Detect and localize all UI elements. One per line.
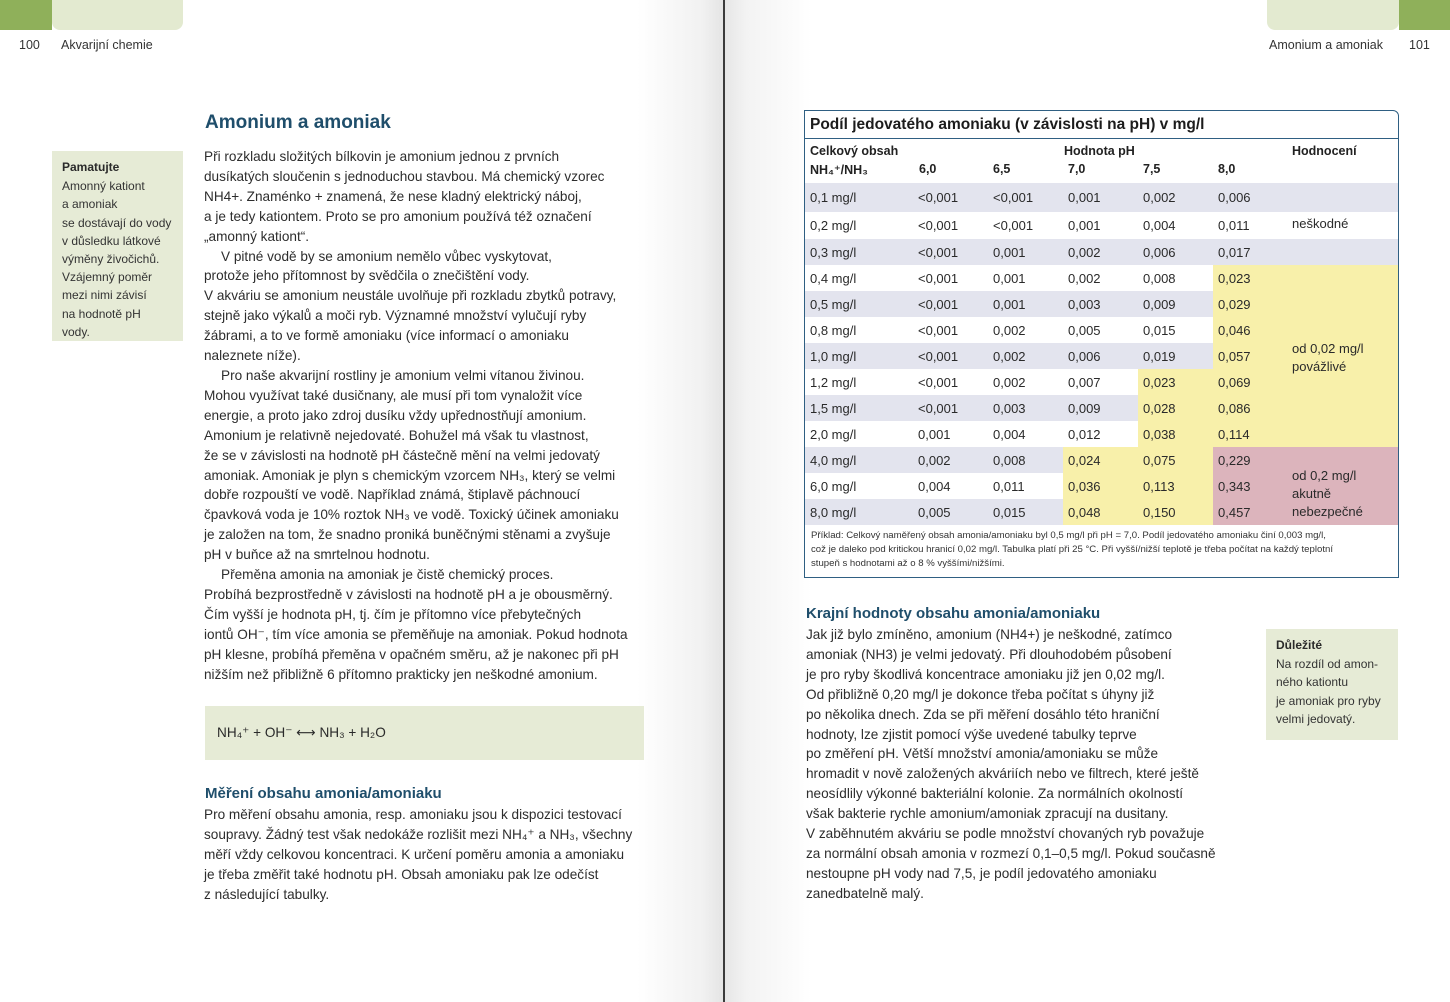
ammonia-value: 0,005 [1063, 317, 1138, 343]
ammonia-value: 0,015 [1138, 317, 1213, 343]
rating-cell [1282, 239, 1398, 265]
text-line: amoniak. Amoniak je plyn s chemickým vzorcem NH₃, který se velmi [204, 467, 616, 483]
text-line: Od přibližně 0,20 mg/l je dokonce třeba počítat s úhyny již [806, 686, 1155, 702]
text-line: hodnoty, lze zjistit pomocí výše uvedené tabulky teprve [806, 726, 1137, 742]
header-total-line1: Celkový obsah [810, 144, 899, 158]
text-line: Při rozkladu složitých bílkovin je amonium jednou z prvních [204, 149, 560, 164]
row-total: 0,4 mg/l [805, 265, 913, 291]
ammonia-value: <0,001 [988, 212, 1063, 239]
row-total: 0,2 mg/l [805, 212, 913, 239]
ammonia-value: 0,002 [1063, 265, 1138, 291]
rating-line: od 0,02 mg/l [1292, 341, 1364, 356]
text-line: NH4+. Znaménko + znamená, že nese kladný elektrický náboj, [204, 188, 582, 204]
ammonia-value: 0,048 [1063, 499, 1138, 525]
text-line: po změření pH. Větší množství amonia/amoniaku se může [806, 746, 1159, 762]
rating-line: akutně [1292, 486, 1332, 501]
ammonia-value: 0,003 [1063, 291, 1138, 317]
text-line: neosídlily výkonné bakteriální kolonie. Za normálních okolností [806, 786, 1184, 802]
ammonia-value: 0,086 [1213, 395, 1282, 421]
ammonia-value: 0,009 [1138, 291, 1213, 317]
header-total-line2: NH₄⁺/NH₃ [810, 163, 868, 177]
text-line: je třeba změřit také hodnotu pH. Obsah amoniaku pak lze odečíst [204, 866, 599, 882]
ammonia-value: 0,003 [988, 395, 1063, 421]
ammonia-value: 0,001 [1063, 183, 1138, 212]
limits-body [806, 625, 1246, 904]
header-ph: Hodnota pH [1064, 144, 1135, 158]
rating-harmless [1287, 215, 1348, 233]
row-total: 8,0 mg/l [805, 499, 913, 525]
text-line: Pro měření obsahu amonia, resp. amoniaku jsou k dispozici testovací [204, 807, 622, 822]
table-note [811, 529, 1391, 571]
text-line: V zaběhnutém akváriu se podle množství chovaných ryb považuje [806, 826, 1205, 842]
remember-box-line: Vzájemný poměr [62, 270, 153, 285]
text-line: dobře rozpouští ve vodě. Například známá, štiplavě páchnoucí [204, 487, 581, 503]
remember-box-line: a amoniak [62, 197, 118, 212]
ammonia-value: 0,015 [988, 499, 1063, 525]
row-total: 0,3 mg/l [805, 239, 913, 265]
ammonia-value: 0,001 [988, 265, 1063, 291]
ammonia-value: 0,006 [1213, 183, 1282, 212]
table-header [805, 139, 1398, 183]
ammonia-value: <0,001 [913, 291, 988, 317]
ammonia-value: 0,005 [913, 499, 988, 525]
text-line: iontů OH⁻, tím více amonia se přeměňuje na amoniak. Pokud hodnota [204, 626, 628, 642]
table-row [805, 265, 1398, 291]
table-row [805, 183, 1398, 212]
header-ph-value: 6,0 [919, 162, 937, 176]
important-box-title: Důležité [1276, 638, 1323, 652]
ammonia-value: 0,057 [1213, 343, 1282, 369]
corner-tab-light [1267, 0, 1399, 30]
remember-box-line: výměny živočichů. [62, 252, 160, 267]
running-head-right: Amonium a amoniak [1269, 38, 1383, 52]
equation-box [205, 706, 644, 760]
ammonia-value: <0,001 [913, 239, 988, 265]
ammonia-value: 0,007 [1063, 369, 1138, 395]
text-line: nestoupne pH vody nad 7,5, je podíl jedovatého amoniaku [806, 865, 1157, 881]
section-heading-measurement: Měření obsahu amonia/amoniaku [205, 785, 442, 802]
text-line: amoniak (NH3) je velmi jedovatý. Při dlouhodobém působení [806, 646, 1172, 662]
table-row [805, 421, 1398, 447]
ammonia-value: 0,004 [1138, 212, 1213, 239]
ammonia-value: 0,011 [1213, 212, 1282, 239]
text-line: stejně jako výkalů a moči ryb. Významné množství vylučují ryby [204, 308, 587, 324]
text-line: dusíkatých sloučenin s jednoduchou stavbou. Má chemický vzorec [204, 168, 605, 184]
ammonia-table [804, 110, 1399, 578]
ammonia-value: 0,001 [1063, 212, 1138, 239]
rating-cell [1282, 265, 1398, 291]
remember-box-title: Pamatujte [62, 160, 120, 174]
ammonia-value: 0,036 [1063, 473, 1138, 499]
text-line: Přeměna amonia na amoniak je čistě chemický proces. [221, 567, 554, 583]
ammonia-value: <0,001 [913, 395, 988, 421]
remember-box-line: se dostávají do vody [62, 215, 172, 230]
row-total: 4,0 mg/l [805, 447, 913, 473]
ammonia-value: <0,001 [913, 212, 988, 239]
ammonia-value: <0,001 [913, 317, 988, 343]
ammonia-value: 0,006 [1063, 343, 1138, 369]
corner-tab-light [52, 0, 183, 30]
ammonia-value: 0,004 [913, 473, 988, 499]
ammonia-value: 0,038 [1138, 421, 1213, 447]
remember-box [52, 151, 183, 341]
rating-line: neškodné [1292, 216, 1349, 231]
ammonia-value: 0,002 [913, 447, 988, 473]
page-number-right: 101 [1409, 38, 1430, 52]
article-body-left [204, 147, 654, 684]
text-line: Probíhá bezprostředně v závislosti na hodnotě pH a je obousměrný. [204, 586, 613, 602]
row-total: 1,5 mg/l [805, 395, 913, 421]
text-line: V pitné vodě by se amonium nemělo vůbec vyskytovat, [221, 248, 552, 264]
ammonia-value: 0,019 [1138, 343, 1213, 369]
text-line: hromadit v nově založených akváriích nebo ve filtrech, které ještě [806, 766, 1199, 782]
ammonia-value: 0,023 [1213, 265, 1282, 291]
ammonia-value: 0,011 [988, 473, 1063, 499]
ammonia-value: <0,001 [913, 369, 988, 395]
equation: NH₄⁺ + OH⁻ ⟷ NH₃ + H₂O [217, 725, 386, 740]
ammonia-value: 0,046 [1213, 317, 1282, 343]
ammonia-value: 0,113 [1138, 473, 1213, 499]
ammonia-value: 0,008 [1138, 265, 1213, 291]
text-line: energie, a proto jako zdroj dusíku vždy upřednostňují amonium. [204, 407, 587, 423]
ammonia-value: 0,004 [988, 421, 1063, 447]
header-ph-value: 8,0 [1218, 162, 1236, 176]
ammonia-value: 0,002 [1063, 239, 1138, 265]
ammonia-value: <0,001 [913, 183, 988, 212]
text-line: Mohou využívat také dusičnany, ale musí při tom vynaložit více [204, 387, 583, 403]
remember-box-line: Amonný kationt [62, 179, 145, 194]
ammonia-value: 0,012 [1063, 421, 1138, 447]
text-line: soupravy. Žádný test však nedokáže rozlišit mezi NH₄⁺ a NH₃, všechny [204, 826, 633, 842]
ammonia-value: 0,002 [988, 317, 1063, 343]
ammonia-value: 0,343 [1213, 473, 1282, 499]
rating-cell [1282, 421, 1398, 447]
header-ph-value: 6,5 [993, 162, 1011, 176]
row-total: 0,1 mg/l [805, 183, 913, 212]
note-line: což je daleko pod kritickou hranicí 0,02 mg/l. Tabulka platí při 25 °C. Při vyšší/nižší teplotě je třeba počítat na každý teplotní [811, 544, 1333, 555]
important-box [1266, 629, 1398, 740]
text-line: Pro naše akvarijní rostliny je amonium velmi vítanou živinou. [221, 367, 585, 383]
text-line: pH v buňce až na smrtelnou hodnotu. [204, 547, 430, 563]
remember-box-line: v důsledku látkové [62, 233, 161, 248]
text-line: nižším než přibližně 6 přítomno prakticky jen neškodné amonium. [204, 666, 598, 682]
page-number-left: 100 [19, 38, 40, 52]
text-line: žábrami, a to ve formě amoniaku (více informací o amoniaku [204, 328, 569, 344]
ammonia-value: 0,075 [1138, 447, 1213, 473]
text-line: protože jeho přítomnost by svědčila o znečištění vody. [204, 268, 530, 284]
ammonia-value: 0,002 [988, 343, 1063, 369]
corner-tab-dark [0, 0, 52, 30]
ammonia-value: 0,002 [1138, 183, 1213, 212]
rating-cell [1282, 395, 1398, 421]
row-total: 6,0 mg/l [805, 473, 913, 499]
rating-line: od 0,2 mg/l [1292, 468, 1357, 483]
left-page [0, 0, 724, 1002]
ammonia-value: 0,229 [1213, 447, 1282, 473]
corner-tab-dark [1399, 0, 1450, 30]
ammonia-value: <0,001 [988, 183, 1063, 212]
remember-box-line: vody. [62, 324, 90, 339]
running-head-left: Akvarijní chemie [61, 38, 153, 52]
text-line: je založen na tom, že snadno proniká buněčnými stěnami a zvyšuje [204, 527, 611, 543]
rating-cell [1282, 183, 1398, 212]
header-rating: Hodnocení [1292, 144, 1357, 158]
rating-cell [1282, 291, 1398, 317]
row-total: 1,2 mg/l [805, 369, 913, 395]
ammonia-value: 0,002 [988, 369, 1063, 395]
rating-concerning [1287, 340, 1364, 376]
header-ph-value: 7,0 [1068, 162, 1086, 176]
text-line: Jak již bylo zmíněno, amonium (NH4+) je neškodné, zatímco [806, 627, 1173, 642]
text-line: V akváriu se amonium neustále uvolňuje při rozkladu zbytků potravy, [204, 288, 617, 304]
section-heading-limits: Krajní hodnoty obsahu amonia/amoniaku [806, 605, 1101, 622]
ammonia-value: 0,028 [1138, 395, 1213, 421]
text-line: a je tedy kationtem. Proto se pro amonium používá též označení [204, 208, 592, 224]
text-line: zanedbatelně malý. [806, 885, 924, 901]
note-line: stupeň s hodnotami až o 8 % vyššími/nižšími. [811, 558, 1005, 569]
ammonia-value: 0,024 [1063, 447, 1138, 473]
ammonia-value: 0,001 [913, 421, 988, 447]
ammonia-value: 0,069 [1213, 369, 1282, 395]
text-line: za normální obsah amonia v rozmezí 0,1–0,5 mg/l. Pokud současně [806, 845, 1216, 861]
table-row [805, 291, 1398, 317]
text-line: z následující tabulky. [204, 886, 330, 902]
ammonia-value: 0,150 [1138, 499, 1213, 525]
ammonia-value: 0,023 [1138, 369, 1213, 395]
text-line: pH klesne, probíhá přeměna v opačném směru, až je nakonec při pH [204, 646, 619, 662]
rating-line: povážlivé [1292, 359, 1347, 374]
ammonia-value: 0,017 [1213, 239, 1282, 265]
important-box-line: Na rozdíl od amon- [1276, 657, 1379, 672]
text-line: po několika dnech. Zda se při měření dosáhlo této hraniční [806, 706, 1160, 722]
ammonia-value: <0,001 [913, 265, 988, 291]
ammonia-value: <0,001 [913, 343, 988, 369]
important-box-line: velmi jedovatý. [1276, 711, 1356, 726]
text-line: Čím vyšší je hodnota pH, tj. čím je přítomno více přebytečných [204, 606, 582, 622]
measurement-body [204, 805, 654, 905]
text-line: Amonium je relativně nejedovaté. Bohužel má však tu vlastnost, [204, 427, 589, 443]
remember-box-line: na hodnotě pH [62, 306, 141, 321]
rating-line: nebezpečné [1292, 504, 1363, 519]
ammonia-value: 0,457 [1213, 499, 1282, 525]
text-line: naleznete níže). [204, 348, 301, 364]
text-line: že se v závislosti na hodnotě pH částečně mění na velmi jedovatý [204, 447, 600, 463]
ammonia-value: 0,001 [988, 291, 1063, 317]
table-row [805, 239, 1398, 265]
row-total: 0,8 mg/l [805, 317, 913, 343]
ammonia-value: 0,029 [1213, 291, 1282, 317]
text-line: čpavková voda je 10% roztok NH₃ ve vodě. Toxický účinek amoniaku [204, 507, 619, 523]
text-line: měří vždy celkovou koncentraci. K určení poměru amonia a amoniaku [204, 846, 625, 862]
rating-dangerous [1287, 467, 1363, 521]
ammonia-value: 0,114 [1213, 421, 1282, 447]
row-total: 1,0 mg/l [805, 343, 913, 369]
ammonia-value: 0,001 [988, 239, 1063, 265]
table-title: Podíl jedovatého amoniaku (v závislosti na pH) v mg/l [805, 111, 1398, 139]
remember-box-line: mezi nimi závisí [62, 288, 147, 303]
note-line: Příklad: Celkový naměřený obsah amonia/amoniaku byl 0,5 mg/l při pH = 7,0. Podíl jedovatého amoniaku činí 0,003 mg/l, [811, 530, 1326, 541]
ammonia-value: 0,006 [1138, 239, 1213, 265]
page-title: Amonium a amoniak [205, 112, 391, 133]
important-box-line: ného kationtu [1276, 675, 1349, 690]
text-line: „amonný kationt“. [204, 228, 310, 244]
row-total: 0,5 mg/l [805, 291, 913, 317]
text-line: však bakterie rychle amonium/amoniak zpracují na dusitany. [806, 806, 1169, 822]
important-box-line: je amoniak pro ryby [1276, 693, 1381, 708]
ammonia-value: 0,008 [988, 447, 1063, 473]
ammonia-value: 0,009 [1063, 395, 1138, 421]
header-ph-value: 7,5 [1143, 162, 1161, 176]
text-line: je pro ryby škodlivá koncentrace amoniaku již jen 0,02 mg/l. [806, 666, 1165, 682]
row-total: 2,0 mg/l [805, 421, 913, 447]
table-row [805, 395, 1398, 421]
